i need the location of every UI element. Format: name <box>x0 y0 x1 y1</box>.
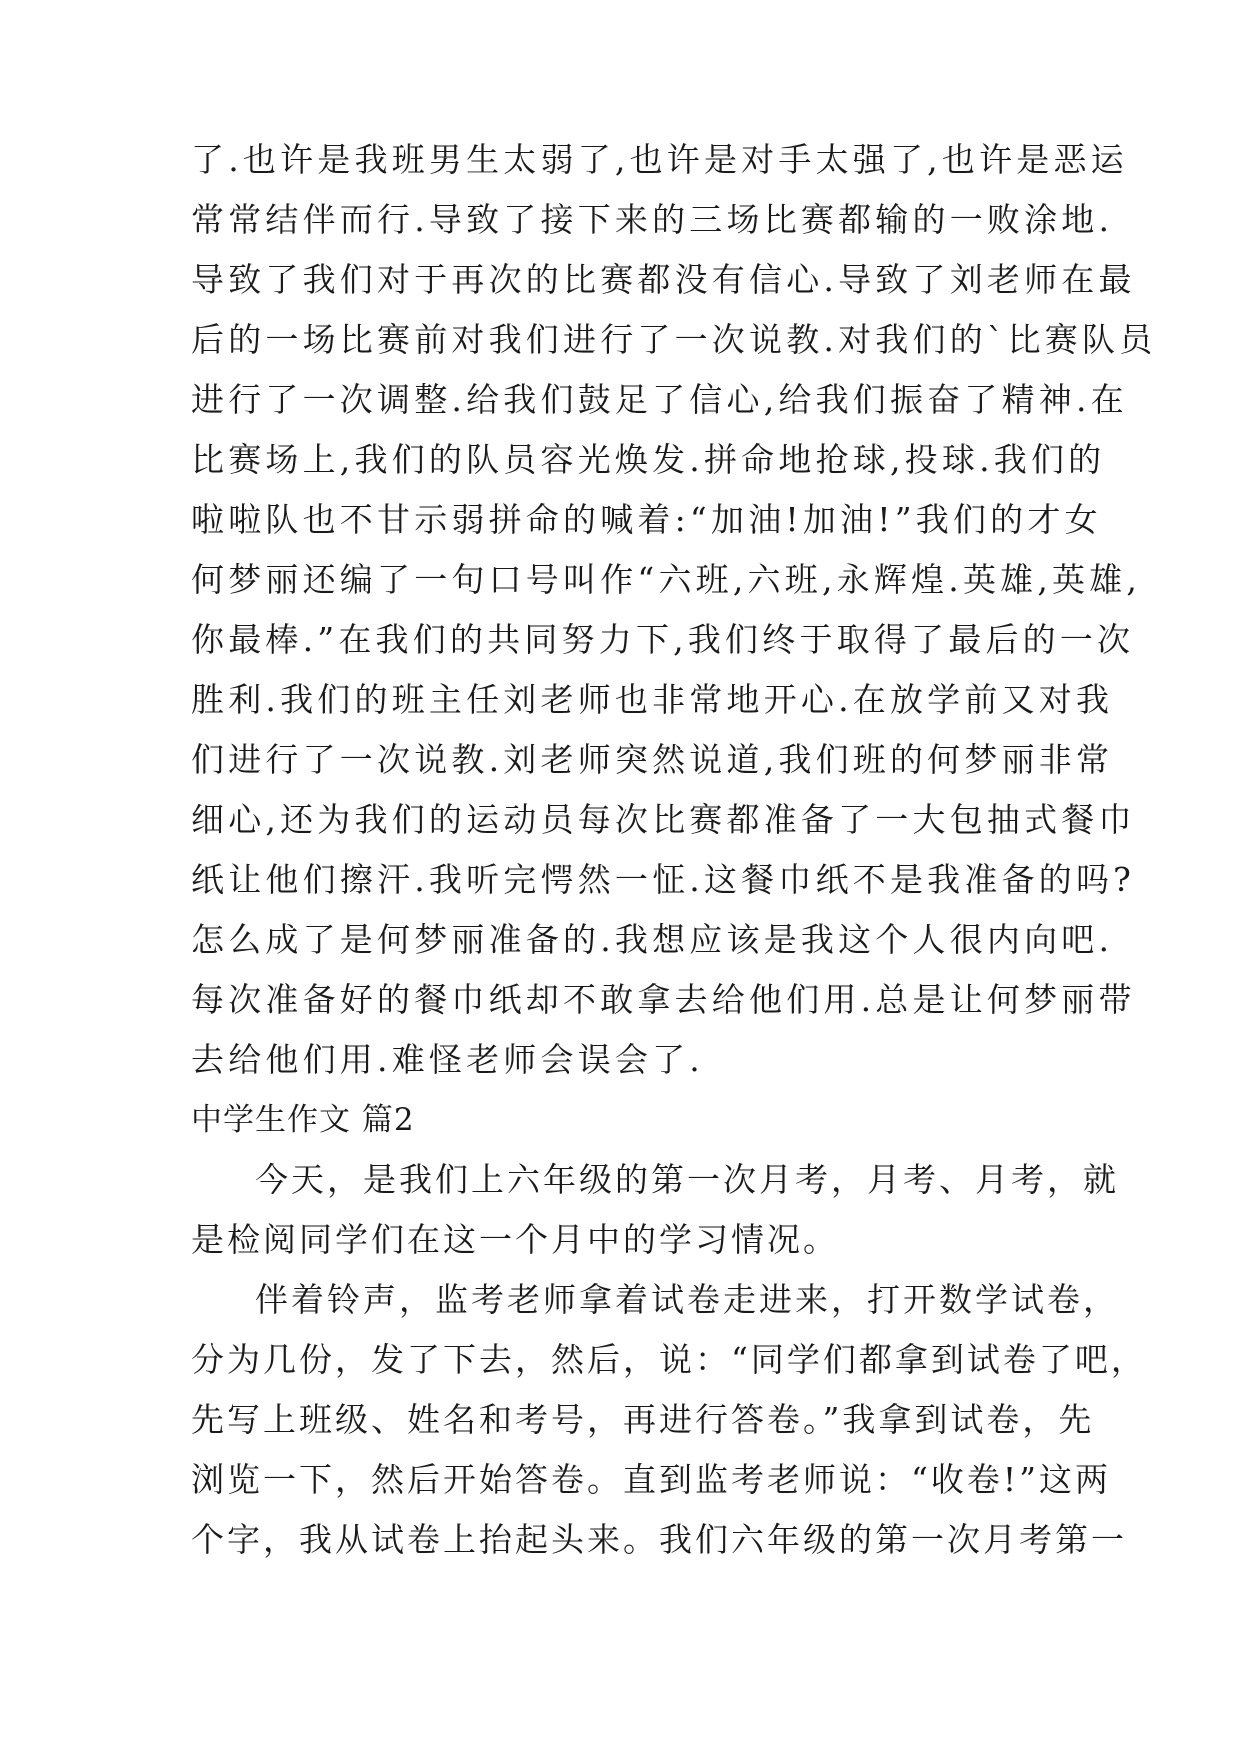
document-body <box>191 130 1157 1570</box>
text-line: 进行了一次调整.给我们鼓足了信心,给我们振奋了精神.在 <box>191 380 1128 419</box>
text-line: 细心,还为我们的运动员每次比赛都准备了一大包抽式餐巾 <box>191 800 1136 839</box>
text-line: 是检阅同学们在这一个月中的学习情况。 <box>191 1220 839 1259</box>
text-line: 你最棒.”在我们的共同努力下,我们终于取得了最后的一次 <box>191 620 1135 659</box>
text-line: 今天，是我们上六年级的第一次月考，月考、月考，就 <box>255 1160 1119 1199</box>
essay-paragraph-2 <box>191 1150 1119 1270</box>
essay-paragraph-3 <box>191 1270 1147 1570</box>
text-line: 分为几份，发了下去，然后，说：“同学们都拿到试卷了吧， <box>191 1340 1147 1379</box>
text-line: 何梦丽还编了一句口号叫作“六班,六班,永辉煌.英雄,英雄, <box>191 560 1142 599</box>
text-line: 浏览一下，然后开始答卷。直到监考老师说：“收卷!”这两 <box>191 1460 1112 1499</box>
text-line: 去给他们用.难怪老师会误会了. <box>191 1040 704 1079</box>
text-line: 导致了我们对于再次的比赛都没有信心.导致了刘老师在最 <box>191 260 1136 299</box>
text-line: 纸让他们擦汗.我听完愕然一怔.这餐巾纸不是我准备的吗? <box>191 860 1136 899</box>
text-line: 常常结伴而行.导致了接下来的三场比赛都输的一败涂地. <box>191 200 1114 239</box>
text-line: 怎么成了是何梦丽准备的.我想应该是我这个人很内向吧. <box>191 920 1114 959</box>
text-line: 后的一场比赛前对我们进行了一次说教.对我们的`比赛队员 <box>191 320 1157 359</box>
text-line: 每次准备好的餐巾纸却不敢拿去给他们用.总是让何梦丽带 <box>191 980 1136 1019</box>
text-line: 个字，我从试卷上抬起头来。我们六年级的第一次月考第一 <box>191 1520 1127 1559</box>
text-line: 先写上班级、姓名和考号，再进行答卷。”我拿到试卷，先 <box>191 1400 1095 1439</box>
section-heading: 中学生作文 篇2 <box>191 1102 415 1138</box>
text-line: 胜利.我们的班主任刘老师也非常地开心.在放学前又对我 <box>191 680 1114 719</box>
text-line: 们进行了一次说教.刘老师突然说道,我们班的何梦丽非常 <box>191 740 1114 779</box>
essay-paragraph-1 <box>191 130 1157 1090</box>
text-line: 啦啦队也不甘示弱拼命的喊着:“加油!加油!”我们的才女 <box>191 500 1102 539</box>
text-line: 伴着铃声，监考老师拿着试卷走进来，打开数学试卷， <box>255 1280 1119 1319</box>
text-line: 比赛场上,我们的队员容光焕发.拼命地抢球,投球.我们的 <box>191 440 1106 479</box>
text-line: 了.也许是我班男生太弱了,也许是对手太强了,也许是恶运 <box>191 140 1128 179</box>
